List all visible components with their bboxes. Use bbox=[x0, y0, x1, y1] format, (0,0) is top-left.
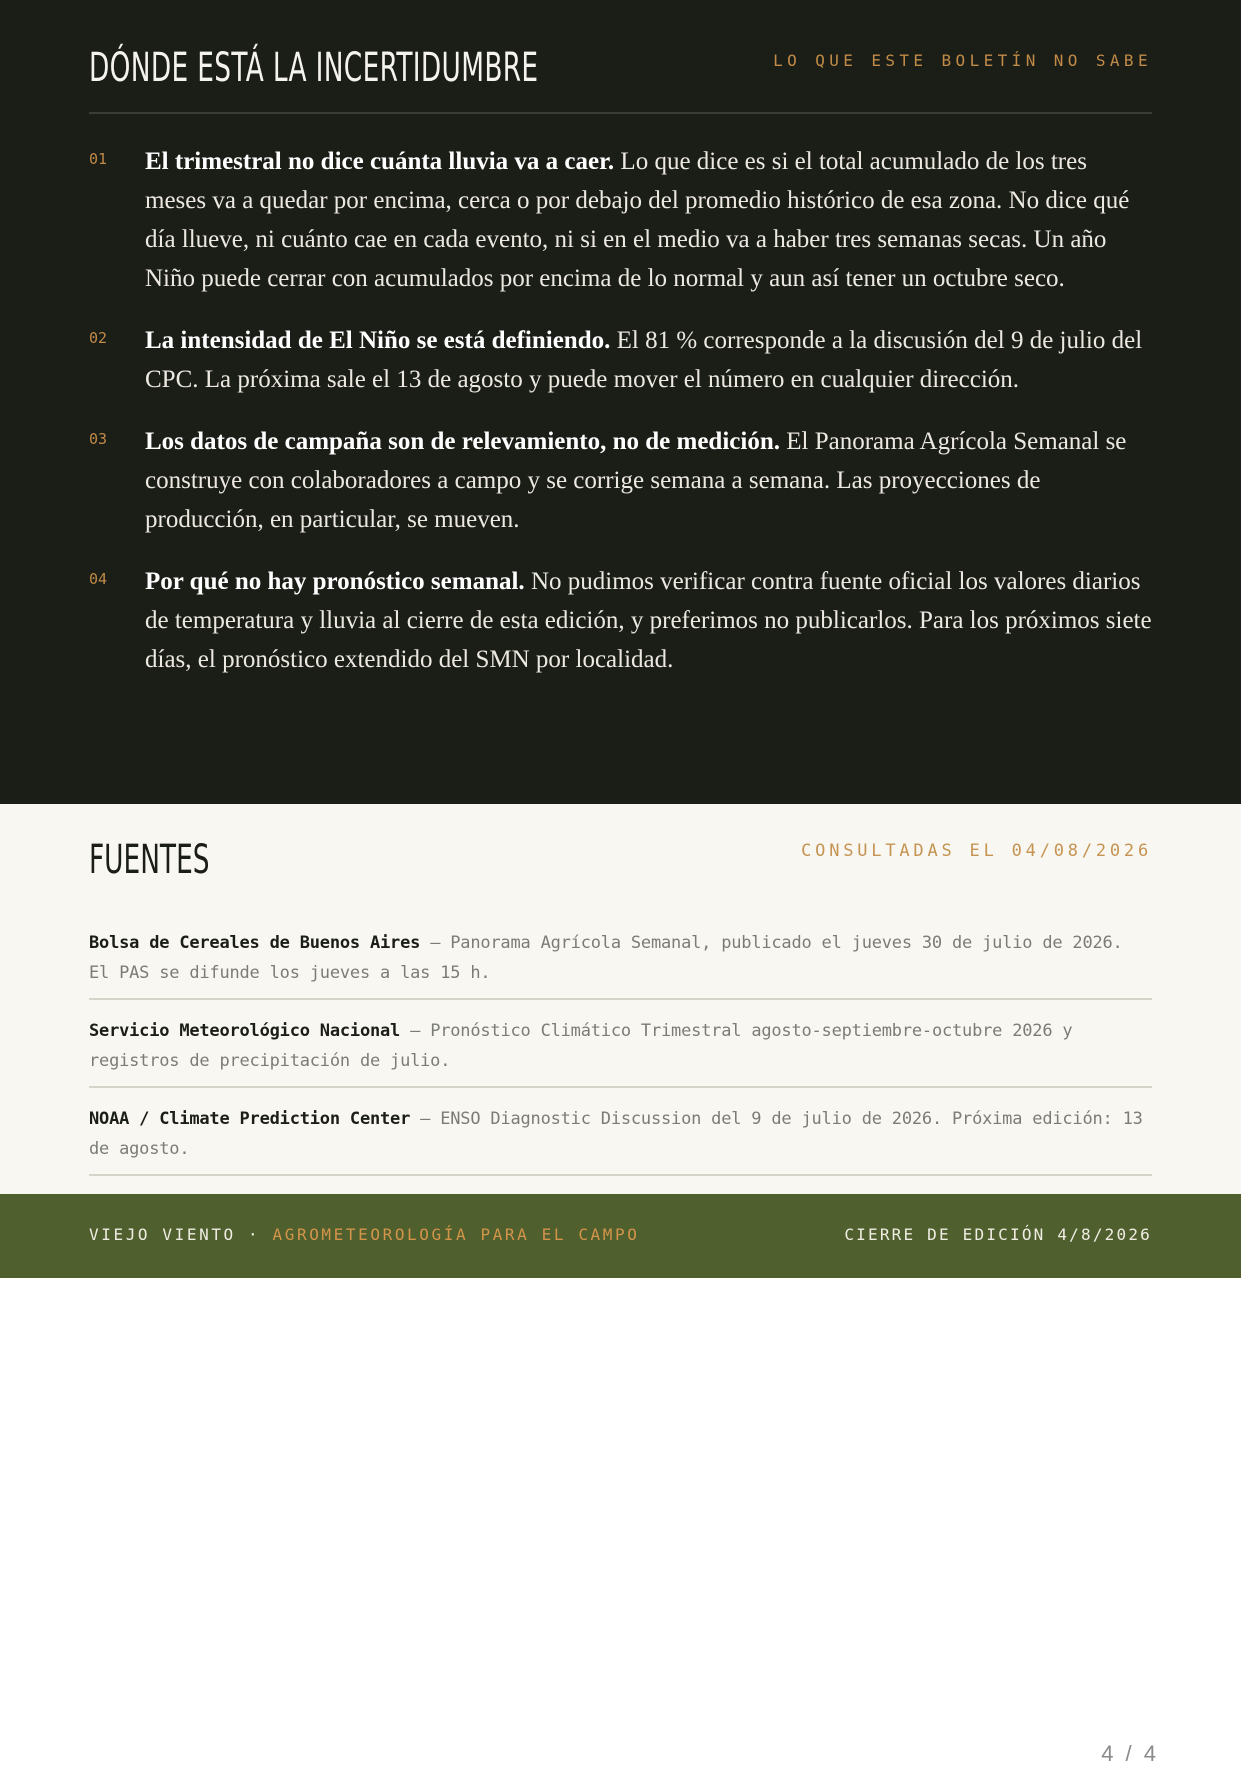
item-body: No pudimos verificar contra fuente oficial los valores diarios de temperatura y lluvia al cierre de esta edición, y preferimos no publicarlos. Para los próximos siete días, el pronóstico extendido del SMN por localidad. bbox=[145, 568, 1152, 673]
uncertainty-item bbox=[89, 321, 1152, 399]
sources-list bbox=[89, 922, 1152, 1186]
item-body: Lo que dice es si el total acumulado de los tres meses va a quedar por encima, cerca o por debajo del promedio histórico de esa zona. No dice qué día llueve, ni cuánto cae en cada evento, ni si en el medio va a haber tres semanas secas. Un año Niño puede cerrar con acumulados por encima de lo normal y aun así tener un octubre seco. bbox=[145, 148, 1130, 292]
page-footer bbox=[0, 1194, 1241, 1278]
item-text bbox=[145, 562, 1152, 679]
footer-brand-tagline: AGROMETEOROLOGÍA PARA EL CAMPO bbox=[272, 1225, 640, 1244]
item-lead: Por qué no hay pronóstico semanal. bbox=[145, 568, 525, 595]
source-name: Bolsa de Cereales de Buenos Aires bbox=[89, 933, 421, 953]
item-lead: El trimestral no dice cuánta lluvia va a caer. bbox=[145, 148, 615, 175]
uncertainty-header bbox=[89, 40, 1152, 114]
source-name: NOAA / Climate Prediction Center bbox=[89, 1109, 411, 1129]
sources-title: FUENTES bbox=[89, 837, 210, 883]
item-number: 02 bbox=[89, 329, 108, 347]
item-number: 01 bbox=[89, 150, 108, 168]
item-text bbox=[145, 422, 1152, 539]
item-body: El Panorama Agrícola Semanal se construye con colaboradores a campo y se corrige semana a semana. Las proyecciones de producción, en particular, se mueven. bbox=[145, 428, 1127, 533]
footer-brand-name: VIEJO VIENTO · bbox=[89, 1225, 273, 1244]
source-item bbox=[89, 1010, 1152, 1088]
source-item bbox=[89, 1098, 1152, 1176]
uncertainty-item bbox=[89, 562, 1152, 679]
source-detail: — Panorama Agrícola Semanal, publicado el jueves 30 de julio de 2026. El PAS se difunde los jueves a las 15 h. bbox=[89, 933, 1123, 983]
source-detail: — ENSO Diagnostic Discussion del 9 de julio de 2026. Próxima edición: 13 de agosto. bbox=[89, 1109, 1143, 1159]
item-number: 04 bbox=[89, 570, 108, 588]
item-lead: Los datos de campaña son de relevamiento, no de medición. bbox=[145, 428, 780, 455]
footer-brand bbox=[89, 1225, 639, 1244]
page-number: 4 / 4 bbox=[1101, 1741, 1159, 1766]
uncertainty-item bbox=[89, 142, 1152, 298]
item-lead: La intensidad de El Niño se está definiendo. bbox=[145, 327, 611, 354]
uncertainty-item bbox=[89, 422, 1152, 539]
item-text bbox=[145, 321, 1152, 399]
item-number: 03 bbox=[89, 430, 108, 448]
footer-edition: CIERRE DE EDICIÓN 4/8/2026 bbox=[844, 1225, 1152, 1244]
item-body: El 81 % corresponde a la discusión del 9 de julio del CPC. La próxima sale el 13 de agosto y puede mover el número en cualquier dirección. bbox=[145, 327, 1143, 393]
uncertainty-title: DÓNDE ESTÁ LA INCERTIDUMBRE bbox=[89, 45, 539, 91]
source-name: Servicio Meteorológico Nacional bbox=[89, 1021, 401, 1041]
item-text bbox=[145, 142, 1152, 298]
uncertainty-tag: LO QUE ESTE BOLETÍN NO SABE bbox=[773, 51, 1152, 70]
uncertainty-section bbox=[0, 0, 1241, 804]
uncertainty-list bbox=[89, 142, 1152, 702]
source-item bbox=[89, 922, 1152, 1000]
source-detail: — Pronóstico Climático Trimestral agosto-septiembre-octubre 2026 y registros de precipitación de julio. bbox=[89, 1021, 1073, 1071]
sources-section bbox=[0, 804, 1241, 1194]
sources-consulted-date: CONSULTADAS EL 04/08/2026 bbox=[801, 841, 1152, 861]
